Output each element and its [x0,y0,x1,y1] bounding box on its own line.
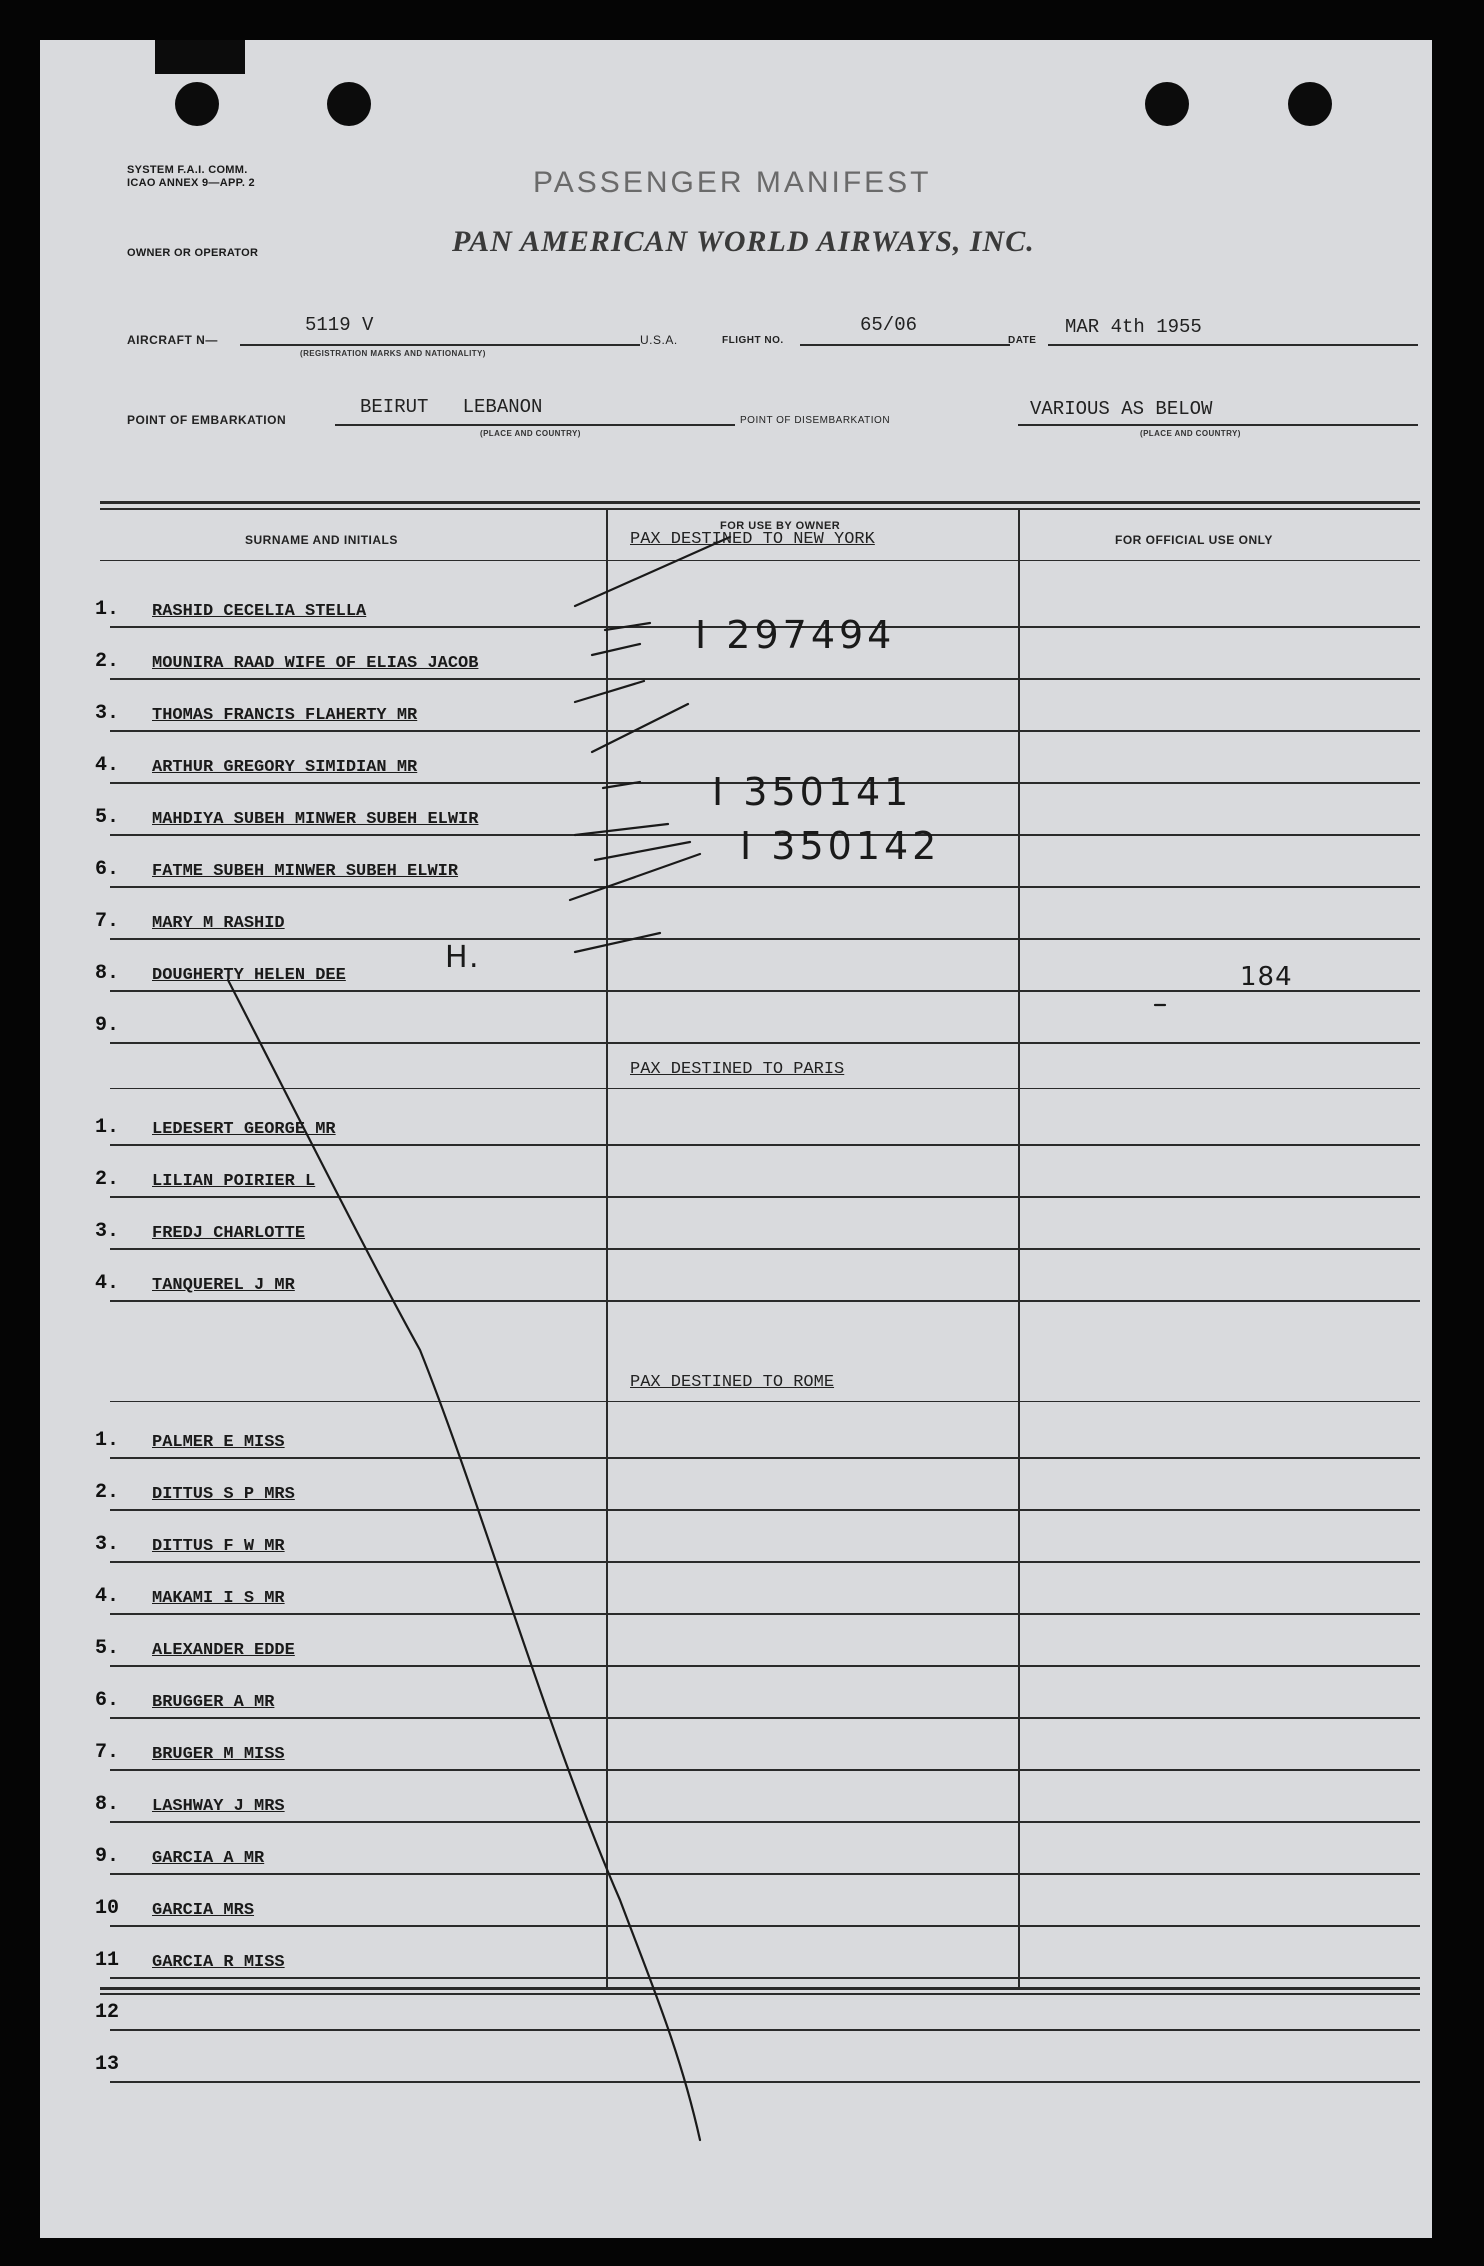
manifest-page [40,40,1432,2238]
authority-line-1: SYSTEM F.A.I. COMM. [127,164,248,176]
handwritten-initial: H. [445,940,481,975]
column-header-owner: FOR USE BY OWNER [720,520,841,532]
authority-line-2: ICAO ANNEX 9—APP. 2 [127,177,255,189]
row-number: 6. [95,1689,120,1712]
row-number: 4. [95,1272,120,1295]
disembark-label: POINT OF DISEMBARKATION [740,415,891,426]
column-header-official: FOR OFFICIAL USE ONLY [1115,533,1273,547]
usa-label: U.S.A. [640,333,678,347]
handwritten-official-note: 184 [1240,962,1293,992]
check-mark-5 [603,782,640,788]
embark-label: POINT OF EMBARKATION [127,413,287,427]
row-number: 3. [95,1220,120,1243]
date-label: DATE [1008,335,1037,346]
date-value: MAR 4th 1955 [1065,316,1202,338]
row-number: 2. [95,650,120,673]
owner-label: OWNER OR OPERATOR [127,247,259,259]
row-number: 2. [95,1481,120,1504]
section-heading: PAX DESTINED TO NEW YORK [630,530,875,549]
disembark-sub: (PLACE AND COUNTRY) [1140,429,1241,438]
passenger-name: TANQUEREL J MR [152,1276,295,1295]
long-strike-line [228,980,700,2140]
check-mark-7 [570,854,700,900]
row-number: 4. [95,1585,120,1608]
passenger-name: THOMAS FRANCIS FLAHERTY MR [152,706,418,725]
check-mark-3 [575,681,644,702]
row-number: 4. [95,754,120,777]
row-number: 13 [95,2053,120,2076]
aircraft-sub: (REGISTRATION MARKS AND NATIONALITY) [300,349,486,358]
row-number: 9. [95,1014,120,1037]
passenger-name: DOUGHERTY HELEN DEE [152,966,346,985]
check-mark-2a [605,623,650,630]
row-number: 5. [95,1637,120,1660]
passenger-name: ALEXANDER EDDE [152,1641,295,1660]
embark-sub: (PLACE AND COUNTRY) [480,429,581,438]
passenger-name: MARY M RASHID [152,914,285,933]
row-number: 3. [95,1533,120,1556]
check-mark-6a [575,824,668,835]
row-number: 1. [95,598,120,621]
aircraft-label: AIRCRAFT N— [127,333,218,347]
section-heading: PAX DESTINED TO ROME [630,1373,835,1392]
handwritten-number-2: I 350141 [712,770,913,814]
passenger-name: GARCIA R MISS [152,1953,285,1972]
airline-name: PAN AMERICAN WORLD AIRWAYS, INC. [452,225,1035,258]
passenger-name: FREDJ CHARLOTTE [152,1224,306,1243]
row-number: 9. [95,1845,120,1868]
flight-value: 65/06 [860,314,918,336]
passenger-name: RASHID CECELIA STELLA [152,602,367,621]
embark-value: BEIRUT LEBANON [360,396,543,418]
passenger-name: MAHDIYA SUBEH MINWER SUBEH ELWIR [152,810,479,829]
disembark-value: VARIOUS AS BELOW [1030,398,1213,420]
passenger-name: MAKAMI I S MR [152,1589,285,1608]
row-number: 7. [95,1741,120,1764]
check-mark-6b [595,842,690,860]
flight-label: FLIGHT NO. [722,335,784,346]
check-mark-8 [575,933,660,952]
passenger-name: FATME SUBEH MINWER SUBEH ELWIR [152,862,459,881]
row-number: 10 [95,1897,120,1920]
passenger-name: LEDESERT GEORGE MR [152,1120,336,1139]
check-mark-1 [575,537,730,606]
passenger-name: MOUNIRA RAAD WIFE OF ELIAS JACOB [152,654,479,673]
passenger-name: BRUGGER A MR [152,1693,275,1712]
passenger-name: DITTUS S P MRS [152,1485,295,1504]
row-number: 5. [95,806,120,829]
passenger-name: GARCIA A MR [152,1849,265,1868]
row-number: 6. [95,858,120,881]
section-heading: PAX DESTINED TO PARIS [630,1060,845,1079]
passenger-name: GARCIA MRS [152,1901,255,1920]
row-number: 7. [95,910,120,933]
row-number: 1. [95,1116,120,1139]
row-number: 1. [95,1429,120,1452]
row-number: 12 [95,2001,120,2024]
row-number: 3. [95,702,120,725]
passenger-name: PALMER E MISS [152,1433,285,1452]
passenger-name: ARTHUR GREGORY SIMIDIAN MR [152,758,418,777]
row-number: 8. [95,1793,120,1816]
aircraft-value: 5119 V [305,314,374,336]
handwritten-number-3: I 350142 [740,824,941,868]
handwritten-number-1: I 297494 [695,613,896,657]
passenger-name: DITTUS F W MR [152,1537,285,1556]
manifest-title: PASSENGER MANIFEST [533,166,932,199]
check-mark-4 [592,704,688,752]
passenger-name: LILIAN POIRIER L [152,1172,316,1191]
row-number: 8. [95,962,120,985]
row-number: 11 [95,1949,120,1972]
handwritten-marks [40,40,1432,2238]
row-number: 2. [95,1168,120,1191]
passenger-name: LASHWAY J MRS [152,1797,285,1816]
check-mark-2b [592,644,640,655]
passenger-name: BRUGER M MISS [152,1745,285,1764]
column-header-names: SURNAME AND INITIALS [245,533,398,547]
